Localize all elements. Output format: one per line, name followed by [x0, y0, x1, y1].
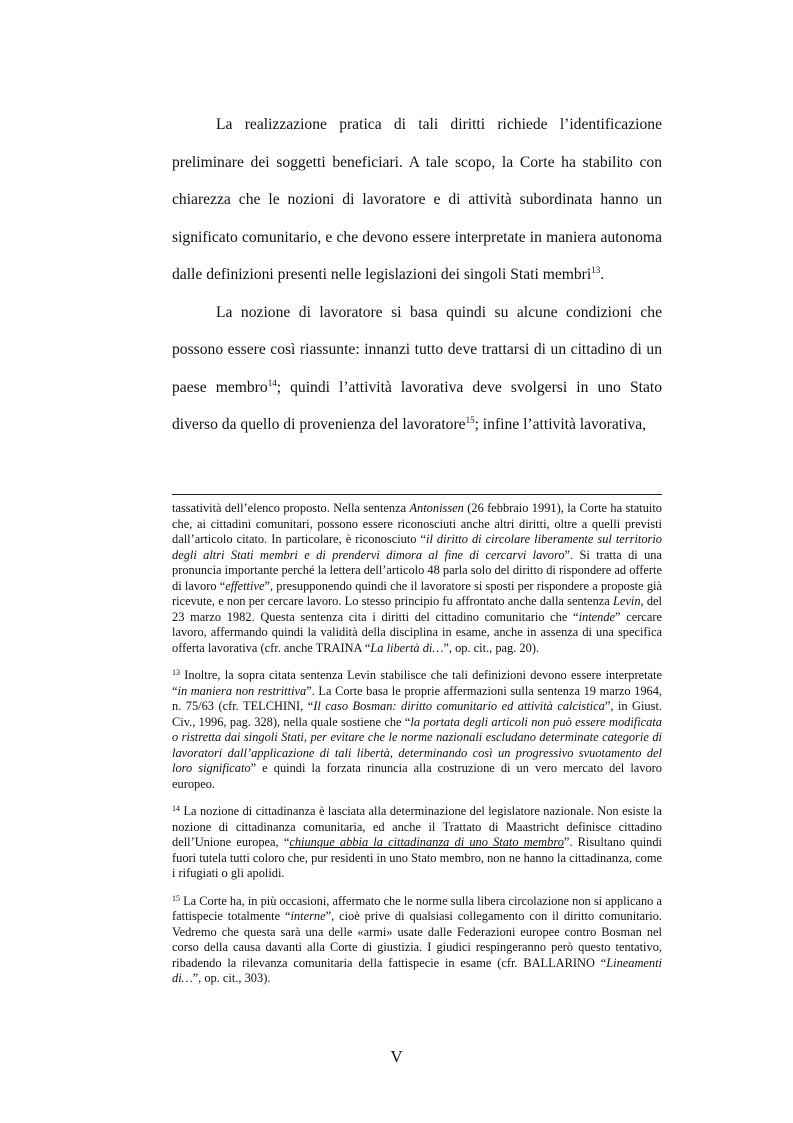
- note-text: ”, presupponendo quindi che il lavoratore si sposti per rispondere a proposte già ricevute, e non per cercare lavoro. Lo stesso principio fu affrontato anche dalla sentenza: [172, 578, 662, 608]
- note-italic: Lineamenti di…: [172, 955, 662, 985]
- main-text: [172, 106, 662, 444]
- note-italic: La libertà di…: [370, 640, 444, 655]
- note-italic: la portata degli articoli non può essere modificata o ristretta dai singoli Stati, per evitare che le norme nazionali escludano determinate categorie di lavoratori dall’applicazione di tali libertà, determinando così un progressivo svuotamento del loro significato: [172, 714, 663, 775]
- note-text: ”. Risultano quindi fuori tutela tutti coloro che, pur residenti in uno Stato membro, non ne hanno la cittadinanza, come i rifugiati o gli apolidi.: [172, 835, 662, 880]
- note-text: ”, op. cit., 303).: [192, 971, 271, 985]
- footnote-number: 14: [172, 804, 180, 813]
- note-italic: effettive: [225, 578, 265, 593]
- paragraph-1-text: La realizzazione pratica di tali diritti richiede l’identificazione preliminare dei soggetti beneficiari. A tale scopo, la Corte ha stabilito con chiarezza che le nozioni di lavoratore e di attività subordinata hanno un significato comunitario, e che devono essere interpretate in maniera autonoma dalle definizioni presenti nelle legislazioni dei singoli Stati membri: [172, 116, 662, 283]
- note-italic: il diritto di circolare liberamente sul territorio degli altri Stati membri e di prendervi dimora al fine di cercarvi lavoro: [172, 532, 662, 562]
- footnote-continuation: [172, 501, 662, 656]
- note-italic: Levin: [613, 594, 641, 608]
- paragraph-1: [172, 106, 662, 294]
- note-italic: in maniera non restrittiva: [177, 683, 307, 698]
- note-italic: intende: [578, 609, 616, 624]
- note-text: tassatività dell’elenco proposto. Nella sentenza: [172, 501, 410, 515]
- footnotes: [172, 501, 662, 999]
- paragraph-2: [172, 294, 662, 444]
- note-text: ”, op. cit., pag. 20).: [443, 640, 540, 655]
- note-text: ”. Si tratta di una pronuncia importante perché la lettera dell’articolo 48 parla solo del diritto di rispondere ad offerte di lavoro “: [172, 547, 663, 593]
- page-number: V: [390, 1047, 403, 1066]
- footnote-ref-15[interactable]: 15: [465, 415, 475, 425]
- paragraph-2-text-c: ; infine l’attività lavorativa,: [474, 416, 647, 433]
- note-text: Inoltre, la sopra citata sentenza Levin stabilisce che tali definizioni devono essere interpretate “: [172, 668, 662, 698]
- note-italic: Il caso Bosman: diritto comunitario ed attività calcistica: [313, 699, 605, 713]
- footnote-13: [172, 668, 662, 792]
- note-text: ” e quindi la forzata rinuncia alla costruzione di un vero mercato del lavoro europeo.: [172, 761, 662, 791]
- note-text: ”, cioè prive di qualsiasi collegamento con il diritto comunitario. Vedremo che questa sarà una delle «armi» usate dalle Federazioni europee contro Bosman nel corso della causa davanti alla Corte di giustizia. I giudici respingeranno però questo tentativo, ribadendo la rilevanza comunitaria della fattispecie in esame (cfr. BALLARINO “: [172, 909, 662, 970]
- paragraph-2-text-b: ; quindi l’attività lavorativa deve svolgersi in uno Stato diverso da quello di provenienza del lavoratore: [172, 378, 662, 433]
- note-italic: interne: [290, 909, 326, 923]
- note-text: La Corte ha, in più occasioni, affermato che le norme sulla libera circolazione non si applicano a fattispecie totalmente “: [172, 893, 662, 923]
- paragraph-2-text-a: La nozione di lavoratore si basa quindi su alcune condizioni che possono essere così riassunte: innanzi tutto deve trattarsi di un cittadino di un paese membro: [172, 303, 662, 396]
- note-text: ”, in Giust. Civ., 1996, pag. 328), nella quale sostiene che “: [172, 699, 662, 729]
- footnote-ref-14[interactable]: 14: [267, 377, 277, 388]
- note-text: La nozione di cittadinanza è lasciata alla determinazione del legislatore nazionale. Non esiste la nozione di cittadinanza comunitaria, ed anche il Trattato di Maastricht definisce cittadino dell’Unione europea, “: [172, 804, 662, 849]
- footnote-15: [172, 894, 662, 987]
- footnote-14: [172, 804, 662, 882]
- footnote-ref-13[interactable]: 13: [591, 265, 601, 275]
- footnote-separator: [172, 494, 662, 495]
- footnote-number: 13: [172, 668, 180, 677]
- footnote-number: 15: [172, 893, 180, 903]
- note-text: ”. La Corte basa le proprie affermazioni sulla sentenza 19 marzo 1964, n. 75/63 (cfr. TELCHINI, “: [172, 683, 663, 713]
- note-text: , del 23 marzo 1982. Questa sentenza cita i diritti del cittadino comunitario che “: [172, 594, 662, 624]
- note-text: (26 febbraio 1991), la Corte ha statuito che, ai cittadini comunitari, possono essere riconosciuti anche altri diritti, oltre a quelli previsti dall’articolo citato. In particolare, è riconosciuto “: [172, 501, 662, 546]
- note-text: ” cercare lavoro, affermando quindi la validità della disciplina in esame, anche in assenza di una specifica offerta lavorativa (cfr. anche TRAINA “: [172, 609, 662, 655]
- note-underlined-italic: chiunque abbia la cittadinanza di uno Stato membro: [289, 835, 564, 849]
- note-italic: Antonissen: [409, 501, 464, 515]
- paragraph-1-end: .: [600, 266, 605, 283]
